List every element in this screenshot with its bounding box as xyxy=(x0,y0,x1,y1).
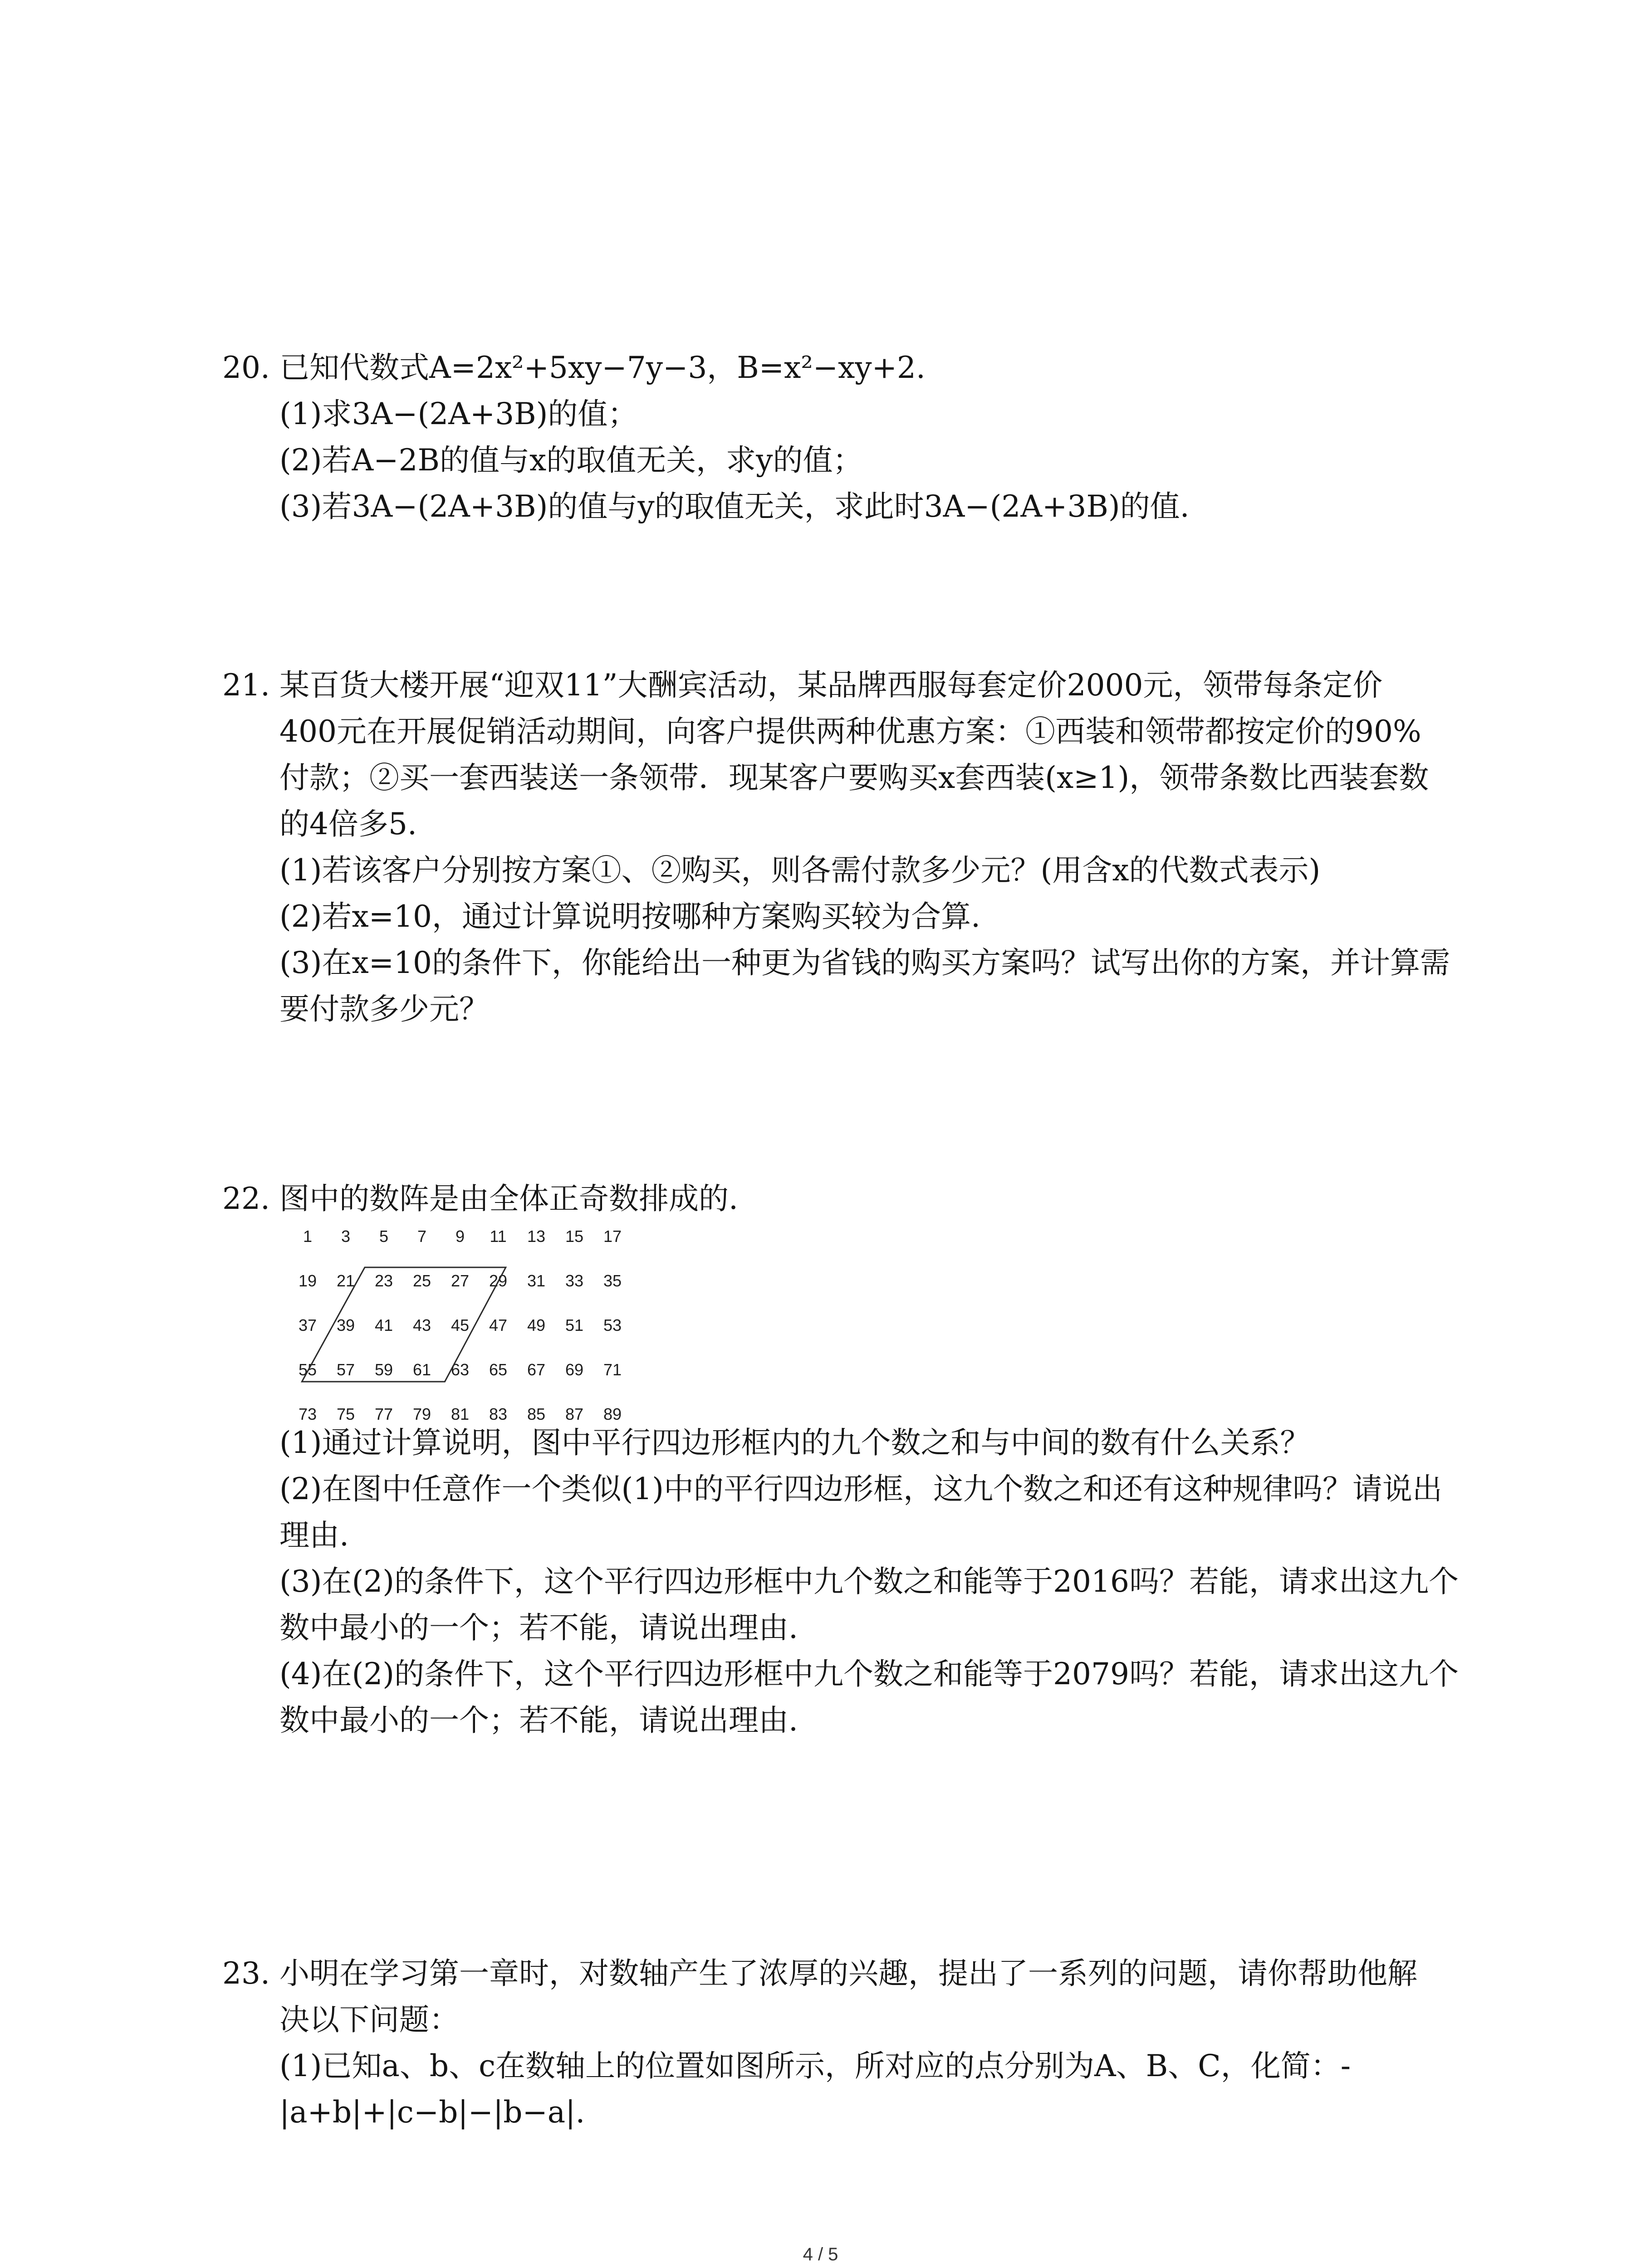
problem-line: 23. 小明在学习第一章时，对数轴产生了浓厚的兴趣，提出了一系列的问题，请你帮助他解 xyxy=(222,1950,1447,1997)
grid-number: 65 xyxy=(489,1360,508,1379)
grid-number: 37 xyxy=(298,1316,317,1334)
problem-line: (3)若3A−(2A+3B)的值与y的取值无关，求此时3A−(2A+3B)的值. xyxy=(279,489,1190,524)
grid-number: 15 xyxy=(565,1227,584,1246)
grid-number: 31 xyxy=(527,1271,546,1290)
grid-number: 27 xyxy=(451,1271,470,1290)
grid-number: 7 xyxy=(417,1227,427,1246)
problem-number: 23. xyxy=(222,1956,270,1991)
problem-line: (1)通过计算说明，图中平行四边形框内的九个数之和与中间的数有什么关系？ xyxy=(279,1425,1310,1460)
grid-number: 51 xyxy=(565,1316,584,1334)
problem-line: (1)若该客户分别按方案①、②购买，则各需付款多少元？(用含x的代数式表示) xyxy=(279,853,1321,888)
problem-line: 付款；②买一套西装送一条领带．现某客户要购买x套西装(x≥1)，领带条数比西装套数 xyxy=(279,760,1429,795)
grid-number: 1 xyxy=(303,1227,313,1246)
problem-23 xyxy=(222,1950,1447,2136)
grid-number: 61 xyxy=(412,1360,431,1379)
grid-number: 59 xyxy=(374,1360,393,1379)
problem-line: 20. 已知代数式A=2x²+5xy−7y−3，B=x²−xy+2. xyxy=(222,345,1447,391)
problem-line: 22. 图中的数阵是由全体正奇数排成的. xyxy=(222,1176,1447,1222)
problem-line: (1)已知a、b、c在数轴上的位置如图所示，所对应的点分别为A、B、C，化简：- xyxy=(279,2048,1351,2083)
grid-number: 13 xyxy=(527,1227,546,1246)
problem-line: 理由. xyxy=(279,1518,349,1553)
page-number: 4 / 5 xyxy=(803,2244,838,2264)
grid-number: 55 xyxy=(298,1360,317,1379)
problem-22 xyxy=(222,1176,1447,1222)
problem-line: (3)在(2)的条件下，这个平行四边形框中九个数之和能等于2016吗？若能，请求出这九个 xyxy=(279,1564,1459,1599)
problem-line: 400元在开展促销活动期间，向客户提供两种优惠方案：①西装和领带都按定价的90% xyxy=(279,714,1421,749)
problem-line: (4)在(2)的条件下，这个平行四边形框中九个数之和能等于2079吗？若能，请求出这九个 xyxy=(279,1657,1459,1691)
odd-number-array-figure xyxy=(280,1225,625,1438)
problem-line: 的4倍多5. xyxy=(279,807,417,841)
grid-number: 75 xyxy=(336,1405,355,1423)
problem-number: 22. xyxy=(222,1181,270,1216)
problem-line: |a+b|+|c−b|−|b−a|. xyxy=(279,2095,585,2130)
grid-number: 35 xyxy=(603,1271,622,1290)
grid-number: 39 xyxy=(336,1316,355,1334)
grid-number: 47 xyxy=(489,1316,508,1334)
grid-number: 63 xyxy=(451,1360,470,1379)
grid-number: 43 xyxy=(412,1316,431,1334)
grid-number: 71 xyxy=(603,1360,622,1379)
grid-number: 25 xyxy=(412,1271,431,1290)
grid-number: 67 xyxy=(527,1360,546,1379)
grid-number: 57 xyxy=(336,1360,355,1379)
problem-line: (2)若A−2B的值与x的取值无关，求y的值； xyxy=(279,443,863,478)
problem-line: 要付款多少元？ xyxy=(279,992,489,1026)
number-grid xyxy=(280,1225,625,1438)
problem-number: 20. xyxy=(222,350,270,385)
grid-number: 79 xyxy=(412,1405,431,1423)
problem-line: (2)在图中任意作一个类似(1)中的平行四边形框，这九个数之和还有这种规律吗？请说出 xyxy=(279,1471,1442,1506)
grid-number: 77 xyxy=(374,1405,393,1423)
grid-number: 73 xyxy=(298,1405,317,1423)
grid-number: 89 xyxy=(603,1405,622,1423)
grid-number: 19 xyxy=(298,1271,317,1290)
grid-number: 33 xyxy=(565,1271,584,1290)
parallelogram-frame xyxy=(302,1267,508,1382)
grid-number: 81 xyxy=(451,1405,470,1423)
problem-22-questions xyxy=(222,1420,1459,1744)
grid-number: 29 xyxy=(489,1271,508,1290)
grid-number: 5 xyxy=(379,1227,389,1246)
grid-number: 83 xyxy=(489,1405,508,1423)
problem-21 xyxy=(222,662,1450,1032)
problem-line: 决以下问题： xyxy=(279,2002,459,2037)
problem-line: 数中最小的一个；若不能，请说出理由. xyxy=(279,1610,798,1645)
grid-number: 87 xyxy=(565,1405,584,1423)
problem-20 xyxy=(222,345,1447,530)
grid-number: 53 xyxy=(603,1316,622,1334)
problem-line: 21. 某百货大楼开展“迎双11”大酬宾活动，某品牌西服每套定价2000元，领带每条定价 xyxy=(222,662,1447,709)
grid-number: 21 xyxy=(336,1271,355,1290)
problem-line: (2)若x=10，通过计算说明按哪种方案购买较为合算. xyxy=(279,899,980,934)
problem-line: 数中最小的一个；若不能，请说出理由. xyxy=(279,1703,798,1738)
grid-number: 69 xyxy=(565,1360,584,1379)
grid-number: 9 xyxy=(455,1227,465,1246)
grid-number: 85 xyxy=(527,1405,546,1423)
grid-number: 49 xyxy=(527,1316,546,1334)
grid-number: 11 xyxy=(490,1227,507,1246)
problem-line: (1)求3A−(2A+3B)的值； xyxy=(279,396,638,431)
grid-number: 45 xyxy=(451,1316,470,1334)
grid-number: 23 xyxy=(374,1271,393,1290)
grid-number: 3 xyxy=(341,1227,351,1246)
problem-line: (3)在x=10的条件下，你能给出一种更为省钱的购买方案吗？试写出你的方案，并计算需 xyxy=(279,945,1450,980)
grid-number: 17 xyxy=(603,1227,622,1246)
problem-number: 21. xyxy=(222,668,270,703)
grid-number: 41 xyxy=(374,1316,393,1334)
